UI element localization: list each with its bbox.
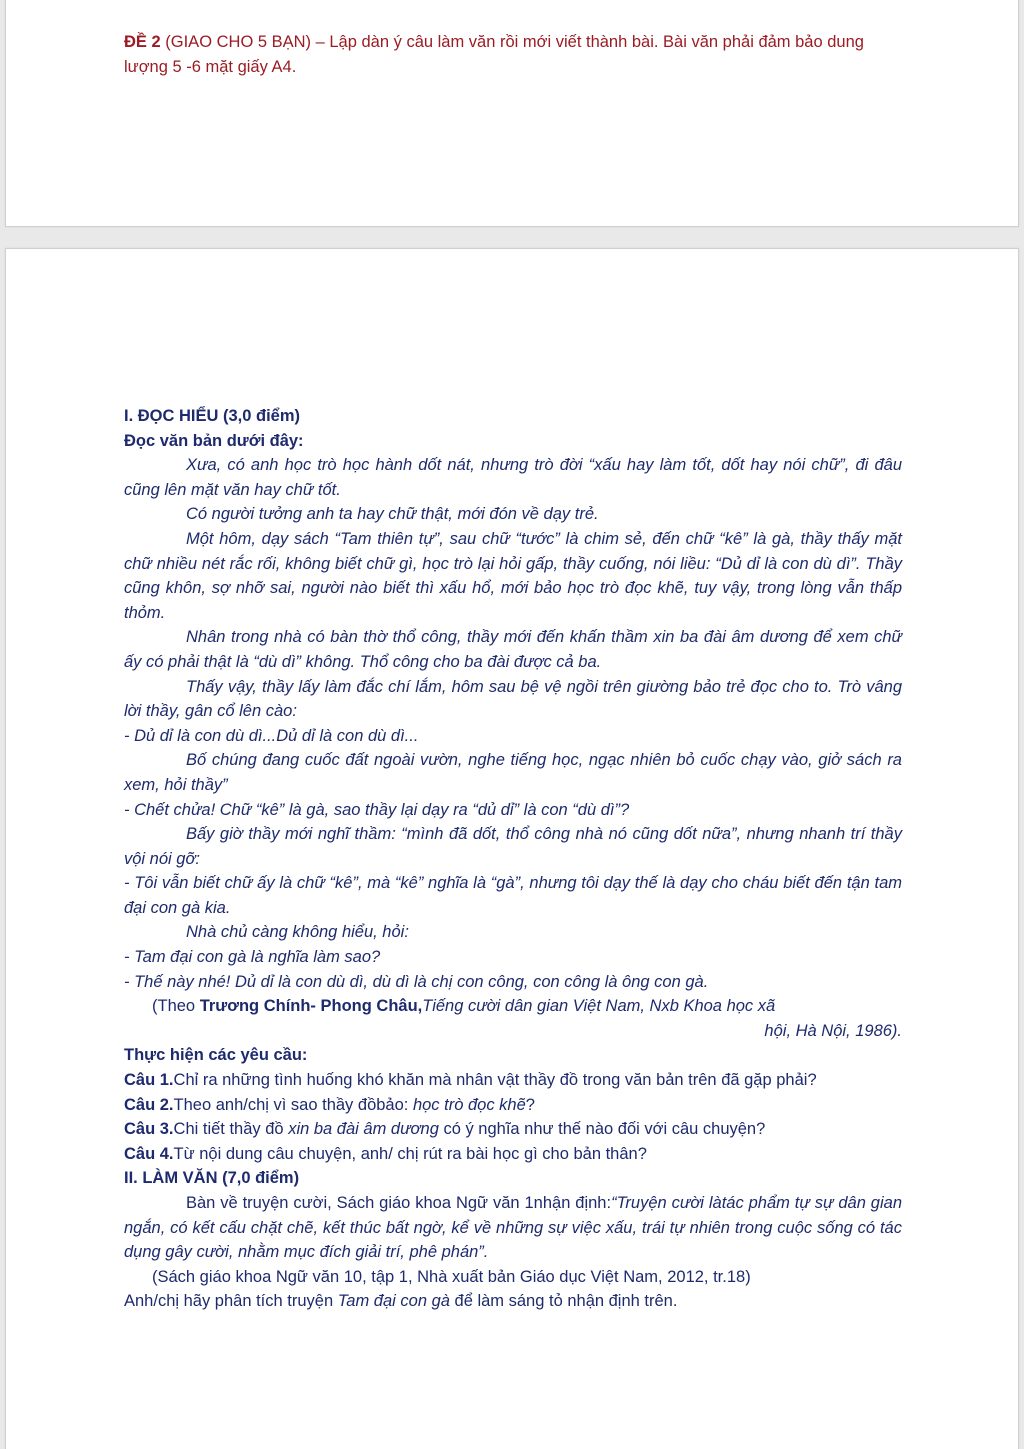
tasks-title: Thực hiện các yêu cầu: [124,1046,308,1065]
reading-section-title: I. ĐỌC HIỂU (3,0 điểm) [124,407,301,425]
question-text-end: có ý nghĩa như thế nào đối với câu chuyện? [438,1120,766,1139]
question-italic: xin ba đài âm dương [288,1120,439,1139]
story-dialogue: - Tôi vẫn biết chữ ấy là chữ “kê”, mà “kê” nghĩa là “gà”, nhưng tôi dạy thế là dạy cho cháu biết đến tận tam đại con gà kia. [124,874,902,917]
writing-intro: Bàn về truyện cười, Sách giáo khoa Ngữ văn 1nhận định: [186,1194,612,1212]
story-paragraph: Thấy vậy, thầy lấy làm đắc chí lắm, hôm sau bệ vệ ngồi trên giường bảo trẻ đọc cho to. Trò vâng lời thầy, gân cổ lên cào: [124,677,902,721]
question-text-end: ? [525,1095,535,1114]
writing-quote: “Truyện cười làtác phẩm tự sự dân gian ngắn, có kết cấu chặt chẽ, kết thúc bất ngờ, kể về những sự việc xấu, trái tự nhiên trong cuộc sống có tác dụng gây cười, nhằm mục đích giải trí, phê phán”. [124,1194,902,1262]
story-paragraph: Nhà chủ càng không hiểu, hỏi: [186,923,409,942]
citation-source: Tiếng cười dân gian Việt Nam, Nxb Khoa học xã [422,997,776,1016]
question-text: Từ nội dung câu chuyện, anh/ chị rút ra bài học gì cho bản thân? [173,1144,647,1163]
writing-task-post: để làm sáng tỏ nhận định trên. [449,1292,678,1311]
question-text: Chỉ ra những tình huống khó khăn mà nhân vật thầy đồ trong văn bản trên đã gặp phải? [173,1071,817,1090]
question-4 [124,1142,902,1167]
page-1 [5,0,1019,227]
question-label: Câu 1. [124,1071,174,1090]
story-paragraph: Xưa, có anh học trò học hành dốt nát, nhưng trò đời “xấu hay làm tốt, dốt hay nói chữ”, đi đâu cũng lên mặt văn hay chữ tốt. [124,456,902,499]
citation-authors: Trương Chính- Phong Châu, [199,997,423,1016]
story-citation [124,994,902,1019]
story-paragraph: Một hôm, dạy sách “Tam thiên tự”, sau chữ “tước” là chim sẻ, đến chữ “kê” là gà, thầy thấy mặt chữ nhiều nét rắc rối, không biết chữ gì, học trò lại hỏi gấp, thầy cuống, nói liều: “Dủ dỉ là con dù dì”. Thầy cũng khôn, sợ nhỡ sai, người nào biết thì xấu hổ, mới bảo học trò đọc khẽ, tuy vậy, trong lòng vẫn thấp thỏm. [124,529,902,622]
question-italic: học trò đọc khẽ [412,1095,526,1114]
story-dialogue: - Tam đại con gà là nghĩa làm sao? [124,948,381,967]
story-paragraph: Bấy giờ thầy mới nghĩ thầm: “mình đã dốt, thổ công nhà nó cũng dốt nữa”, nhưng nhanh trí thầy vội nói gỡ: [124,825,902,868]
question-3 [124,1117,902,1142]
writing-task-title: Tam đại con gà [337,1292,450,1311]
assignment-text: (GIAO CHO 5 BẠN) – Lập dàn ý câu làm văn rồi mới viết thành bài. Bài văn phải đảm bảo dung lượng 5 -6 mặt giấy A4. [124,33,864,76]
writing-section-title: II. LÀM VĂN (7,0 điểm) [124,1169,300,1188]
citation-prefix: (Theo [152,997,200,1016]
assignment-heading [124,30,904,80]
page-2 [5,248,1019,1449]
citation-source-end: hội, Hà Nội, 1986). [764,1021,902,1040]
exam-content [124,404,902,1314]
question-text: Chi tiết thầy đồ [173,1120,289,1139]
story-paragraph: Có người tưởng anh ta hay chữ thật, mới đón về dạy trẻ. [186,505,599,524]
question-1 [124,1068,902,1093]
story-paragraph: Nhân trong nhà có bàn thờ thổ công, thầy mới đến khấn thầm xin ba đài âm dương để xem chữ ấy có phải thật là “dù dì” không. Thổ công cho ba đài được cả ba. [124,628,902,671]
writing-source: (Sách giáo khoa Ngữ văn 10, tập 1, Nhà xuất bản Giáo dục Việt Nam, 2012, tr.18) [152,1267,751,1286]
story-paragraph: Bố chúng đang cuốc đất ngoài vườn, nghe tiếng học, ngạc nhiên bỏ cuốc chạy vào, giở sách ra xem, hỏi thầy” [124,751,902,794]
story-dialogue: - Thế này nhé! Dủ dỉ là con dù dì, dù dì là chị con công, con công là ông con gà. [124,972,709,991]
question-label: Câu 3. [124,1120,174,1139]
question-text: Theo anh/chị vì sao thầy đồbảo: [173,1095,413,1114]
question-label: Câu 4. [124,1144,174,1163]
writing-prompt [124,1191,902,1265]
writing-task-pre: Anh/chị hãy phân tích truyện [124,1292,338,1311]
reading-instruction: Đọc văn bản dưới đây: [124,431,304,450]
question-2 [124,1093,902,1118]
story-dialogue: - Dủ dỉ là con dù dì...Dủ dỉ là con dù dì... [124,726,419,745]
story-dialogue: - Chết chửa! Chữ “kê” là gà, sao thầy lại dạy ra “dủ dỉ” là con “dù dì”? [124,800,630,819]
question-label: Câu 2. [124,1095,174,1114]
writing-task [124,1289,902,1314]
de-label: ĐỀ 2 [124,33,161,51]
